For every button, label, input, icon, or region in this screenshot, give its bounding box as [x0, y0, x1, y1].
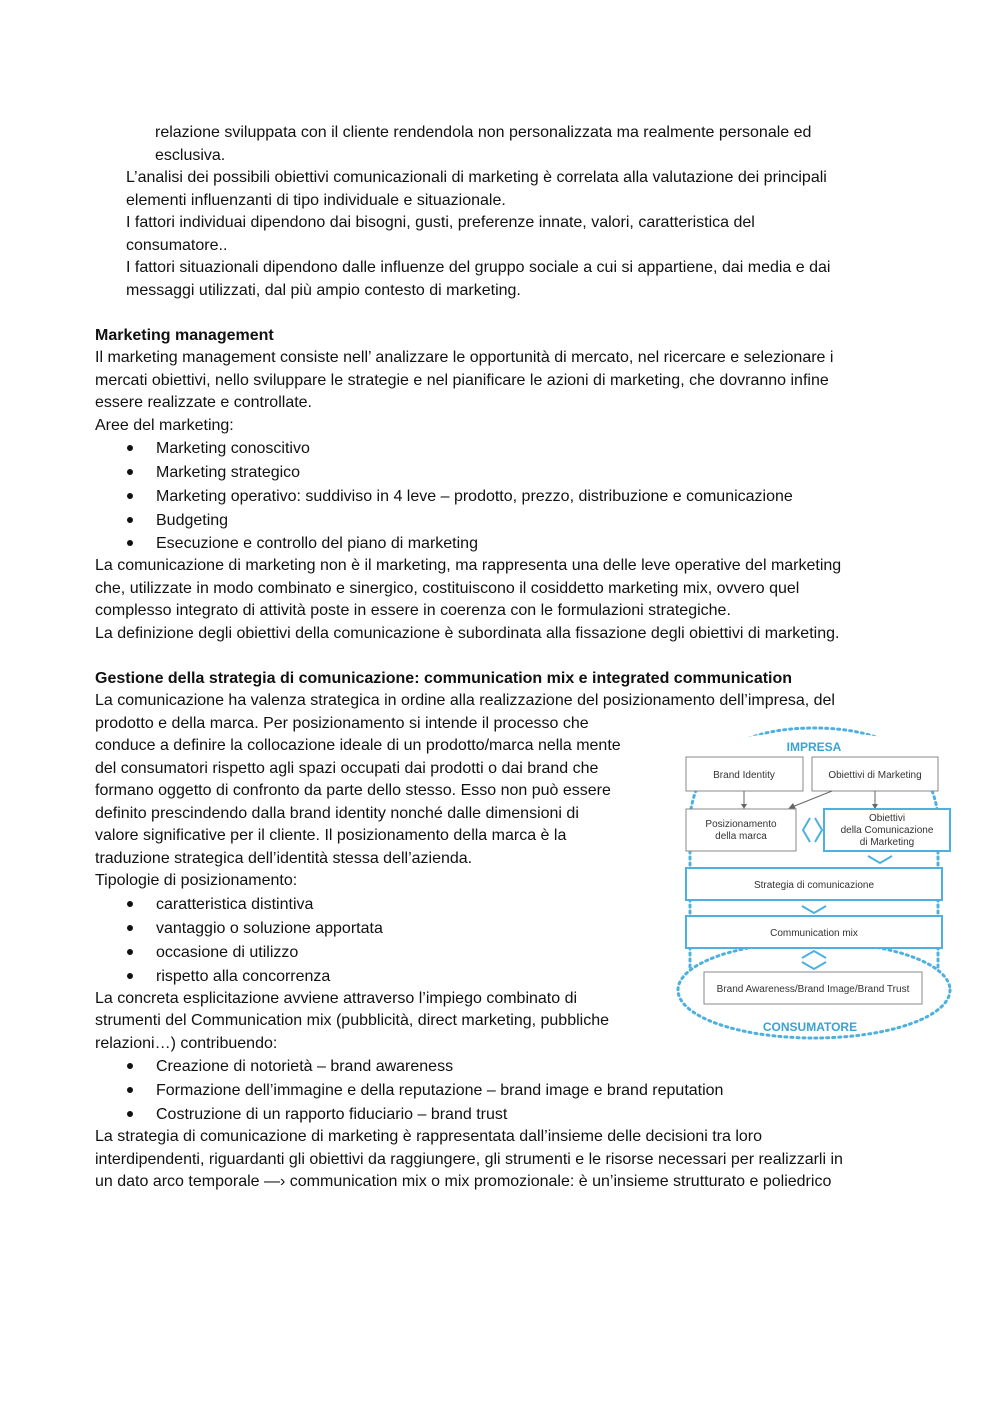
bullet-icon — [127, 1111, 133, 1117]
paragraph-line: La comunicazione ha valenza strategica in ordine alla realizzazione del posizionamento dell’impresa, del — [95, 692, 835, 709]
paragraph-line: Tipologie di posizionamento: — [95, 872, 298, 889]
list-item: Esecuzione e controllo del piano di marketing — [156, 535, 478, 552]
strategia-label: Strategia di comunicazione — [753, 880, 875, 891]
posizionamento-line-1: Posizionamento — [705, 819, 777, 830]
intro-line: I fattori individuai dipendono dai bisogni, gusti, preferenze innate, valori, caratteristica del — [126, 214, 755, 231]
bullet-icon — [127, 469, 133, 475]
paragraph-line: valore significative per il cliente. Il posizionamento della marca è la — [95, 827, 567, 844]
list-item: Marketing strategico — [156, 464, 301, 481]
intro-line: elementi influenzanti di tipo individuale e situazionale. — [126, 192, 506, 209]
list-item: Marketing conoscitivo — [156, 440, 310, 457]
bullet-icon — [127, 1087, 133, 1093]
intro-line: esclusiva. — [155, 147, 226, 164]
diagram-consumatore-label: CONSUMATORE — [762, 1020, 858, 1034]
list-item: Budgeting — [156, 512, 229, 529]
bullet-icon — [127, 973, 133, 979]
list-item: caratteristica distintiva — [156, 896, 314, 913]
obiettivi-marketing-label: Obiettivi di Marketing — [828, 770, 922, 781]
list-item: Marketing operativo: suddiviso in 4 leve – prodotto, prezzo, distribuzione e comunicazione — [156, 488, 793, 505]
section-heading-gestione: Gestione della strategia di comunicazione: communication mix e integrated communication — [95, 670, 793, 687]
posizionamento-line-2: della marca — [715, 831, 767, 842]
obiettivi-comunicazione-line-3: di Marketing — [859, 837, 915, 848]
intro-line: relazione sviluppata con il cliente rendendola non personalizzata ma realmente personale ed — [155, 124, 812, 141]
paragraph-line: relazioni…) contribuendo: — [95, 1035, 278, 1052]
brand-result-label: Brand Awareness/Brand Image/Brand Trust — [716, 984, 910, 995]
paragraph-line: strumenti del Communication mix (pubblicità, direct marketing, pubbliche — [95, 1012, 609, 1029]
paragraph-line: un dato arco temporale —› communication mix o mix promozionale: è un’insieme strutturato e poliedrico — [95, 1173, 832, 1190]
paragraph-line: del consumatori rispetto agli spazi occupati dai prodotti o dai brand che — [95, 760, 599, 777]
bullet-icon — [127, 901, 133, 907]
list-item: vantaggio o soluzione apportata — [156, 920, 383, 937]
list-item: occasione di utilizzo — [156, 944, 299, 961]
intro-line: messaggi utilizzati, dal più ampio contesto di marketing. — [126, 282, 521, 299]
paragraph-line: La comunicazione di marketing non è il marketing, ma rappresenta una delle leve operative del marketing — [95, 557, 842, 574]
obiettivi-comunicazione-line-1: Obiettivi — [868, 813, 906, 824]
bullet-icon — [127, 493, 133, 499]
paragraph-line: conduce a definire la collocazione ideale di un prodotto/marca nella mente — [95, 737, 621, 754]
list-item: Costruzione di un rapporto fiduciario – brand trust — [156, 1106, 508, 1123]
paragraph-line: essere realizzate e controllate. — [95, 394, 312, 411]
bullet-icon — [127, 925, 133, 931]
paragraph-line: Il marketing management consiste nell’ analizzare le opportunità di mercato, nel ricercare e selezionare i — [95, 349, 834, 366]
paragraph-line: La concreta esplicitazione avviene attraverso l’impiego combinato di — [95, 990, 578, 1007]
intro-line: consumatore.. — [126, 237, 228, 254]
paragraph-line: mercati obiettivi, nello sviluppare le strategie e nel pianificare le azioni di marketing, che dovranno infine — [95, 372, 829, 389]
brand-identity-label: Brand Identity — [713, 770, 775, 781]
intro-line: I fattori situazionali dipendono dalle influenze del gruppo sociale a cui si appartiene, dai media e dai — [126, 259, 831, 276]
section-heading-marketing-management: Marketing management — [95, 327, 274, 344]
bullet-icon — [127, 949, 133, 955]
paragraph-line: definito prescindendo dalla brand identity nonché dalle dimensioni di — [95, 805, 579, 822]
paragraph-line: traduzione strategica dell’identità stessa dell’azienda. — [95, 850, 473, 867]
obiettivi-comunicazione-line-2: della Comunicazione — [840, 825, 934, 836]
paragraph-line: prodotto e della marca. Per posizionamento si intende il processo che — [95, 715, 589, 732]
communication-mix-label: Communication mix — [770, 928, 858, 939]
intro-line: L’analisi dei possibili obiettivi comunicazionali di marketing è correlata alla valutazione dei principali — [126, 169, 827, 186]
bullet-icon — [127, 1063, 133, 1069]
bullet-icon — [127, 517, 133, 523]
paragraph-line: formano oggetto di confronto da parte dello stesso. Esso non può essere — [95, 782, 611, 799]
communication-strategy-diagram — [672, 720, 956, 1048]
paragraph-line: La strategia di comunicazione di marketing è rappresentata dall’insieme delle decisioni tra loro — [95, 1128, 763, 1145]
list-item: Formazione dell’immagine e della reputazione – brand image e brand reputation — [156, 1082, 724, 1099]
list-item: Creazione di notorietà – brand awareness — [156, 1058, 454, 1075]
bullet-icon — [127, 540, 133, 546]
paragraph-line: complesso integrato di attività poste in essere in coerenza con le formulazioni strategiche. — [95, 602, 731, 619]
list-item: rispetto alla concorrenza — [156, 968, 331, 985]
diagram-impresa-label: IMPRESA — [786, 740, 842, 754]
bullet-icon — [127, 445, 133, 451]
paragraph-line: che, utilizzate in modo combinato e sinergico, costituiscono il cosiddetto marketing mix, ovvero quel — [95, 580, 800, 597]
paragraph-line: interdipendenti, riguardanti gli obiettivi da raggiungere, gli strumenti e le risorse necessari per realizzarli in — [95, 1151, 843, 1168]
paragraph-line: Aree del marketing: — [95, 417, 234, 434]
posizionamento-box — [686, 809, 796, 851]
paragraph-line: La definizione degli obiettivi della comunicazione è subordinata alla fissazione degli obiettivi di marketing. — [95, 625, 840, 642]
